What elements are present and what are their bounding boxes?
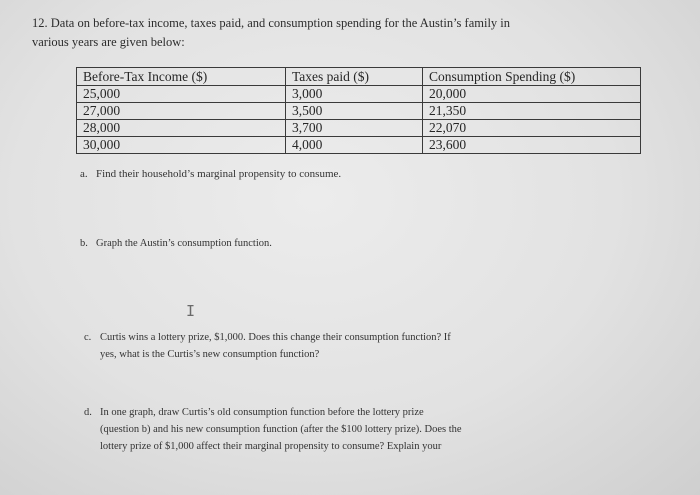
cell-income: 28,000 (77, 120, 286, 137)
table-header-row (77, 68, 641, 86)
part-c-line-1: Curtis wins a lottery prize, $1,000. Does this change their consumption function? If (100, 332, 451, 343)
part-d-line-1: In one graph, draw Curtis’s old consumption function before the lottery prize (100, 407, 424, 418)
cell-taxes: 3,000 (286, 86, 423, 103)
question-line-2: various years are given below: (32, 35, 185, 49)
part-a-letter: a. (80, 168, 88, 180)
cell-consumption: 22,070 (423, 120, 641, 137)
cell-taxes: 4,000 (286, 137, 423, 154)
data-table (76, 67, 641, 154)
table-row (77, 86, 641, 103)
cell-income: 30,000 (77, 137, 286, 154)
cell-taxes: 3,700 (286, 120, 423, 137)
table-row (77, 103, 641, 120)
question-12-prompt (32, 14, 672, 52)
part-a-text: Find their household’s marginal propensity to consume. (96, 168, 342, 180)
part-d-letter: d. (84, 407, 92, 418)
table-row (77, 137, 641, 154)
part-b (80, 235, 610, 252)
text-cursor-icon: I (186, 302, 196, 320)
cell-consumption: 23,600 (423, 137, 641, 154)
part-b-text: Graph the Austin’s consumption function. (96, 238, 272, 249)
header-taxes-paid: Taxes paid ($) (286, 68, 423, 86)
part-b-letter: b. (80, 238, 88, 249)
part-d (84, 404, 614, 455)
cell-consumption: 21,350 (423, 103, 641, 120)
part-c-line-2: yes, what is the Curtis’s new consumption function? (100, 349, 320, 360)
part-a (80, 166, 610, 183)
part-c (84, 329, 614, 363)
part-d-line-3: lottery prize of $1,000 affect their marginal propensity to consume? Explain your (100, 441, 442, 452)
question-line-1: 12. Data on before-tax income, taxes paid, and consumption spending for the Austin’s family in (32, 16, 511, 30)
part-d-line-2: (question b) and his new consumption function (after the $100 lottery prize). Does the (100, 424, 462, 435)
table-row (77, 120, 641, 137)
cell-income: 27,000 (77, 103, 286, 120)
cell-taxes: 3,500 (286, 103, 423, 120)
part-c-letter: c. (84, 332, 92, 343)
cell-consumption: 20,000 (423, 86, 641, 103)
header-before-tax-income: Before-Tax Income ($) (77, 68, 286, 86)
header-consumption-spending: Consumption Spending ($) (423, 68, 641, 86)
cell-income: 25,000 (77, 86, 286, 103)
